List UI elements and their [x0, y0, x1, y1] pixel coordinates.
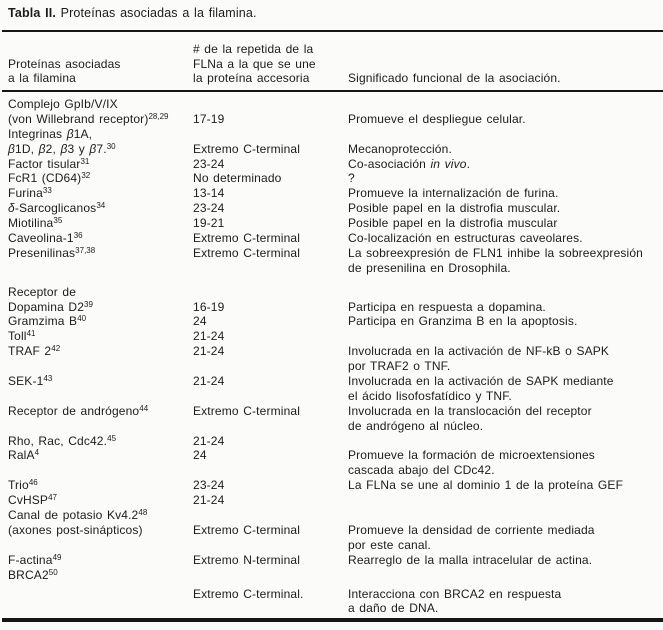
cell-protein: [0, 587, 193, 602]
cell-function: [348, 97, 663, 112]
table-row: [0, 142, 663, 157]
cell-flna-repeat: Extremo N-terminal: [193, 552, 301, 567]
cell-flna-repeat: Extremo C-terminal: [193, 141, 301, 156]
cell-function: a daño de DNA.: [348, 601, 439, 616]
cell-protein: RalA$^4$: [8, 448, 40, 463]
cell-function: Promueve la densidad de corriente mediada: [348, 522, 595, 537]
cell-flna-repeat: [193, 97, 348, 112]
cell-flna-repeat: 21-24: [193, 344, 225, 359]
table-body: [0, 97, 663, 616]
table-row: [0, 389, 663, 404]
cell-flna-repeat: 23-24: [193, 156, 225, 171]
table-row: [0, 587, 663, 602]
cell-flna-repeat: [193, 508, 348, 523]
cell-protein: CvHSP$^{47}$: [8, 493, 57, 508]
cell-function: Involucrada en la activación de NF-kB o SAPK: [348, 344, 610, 359]
cell-flna-repeat: 23-24: [193, 478, 225, 493]
cell-flna-repeat: 21-24: [193, 493, 225, 508]
cell-flna-repeat: [193, 261, 348, 276]
cell-function: Posible papel en la distrofia muscular.: [348, 201, 561, 216]
table-caption-text: Proteínas asociadas a la filamina.: [60, 6, 257, 20]
cell-protein: Rho, Rac, Cdc42.45: [8, 433, 117, 448]
table-row: [0, 112, 663, 127]
table-header: [0, 38, 663, 86]
table-row: [0, 538, 663, 553]
cell-flna-repeat: 24: [193, 448, 207, 463]
table-row: [0, 314, 663, 329]
cell-function: [348, 508, 663, 523]
cell-function: [348, 568, 663, 583]
cell-function: Participa en Granzima B en la apoptosis.: [348, 314, 578, 329]
cell-function: por TRAF2 o TNF.: [348, 359, 451, 374]
cell-flna-repeat: [193, 285, 348, 300]
cell-protein: Trio$^{46}$: [8, 478, 38, 493]
cell-function: [348, 127, 663, 142]
table-row: [0, 374, 663, 389]
cell-protein: Toll$^{41}$: [8, 329, 36, 344]
table-row: [0, 601, 663, 616]
cell-protein: F-actina$^{49}$: [8, 552, 62, 567]
table-row: [0, 201, 663, 216]
cell-function: Co-asociación in vivo.: [348, 156, 471, 171]
cell-protein: Receptor de andrógeno$^{44}$: [8, 403, 149, 418]
cell-protein: Furina$^{33}$: [8, 186, 52, 201]
table-row: [0, 329, 663, 344]
cell-protein: (von Willebrand receptor)$^{28,29}$: [8, 111, 169, 126]
cell-protein: TRAF $2^{42}$: [8, 344, 61, 359]
table-row: [0, 523, 663, 538]
cell-protein: $BRCA2^{50}$: [8, 567, 58, 582]
table-row: [0, 285, 663, 300]
cell-function: Interacciona con BRCA2 en respuesta: [348, 586, 562, 601]
cell-protein: [0, 359, 193, 374]
table-row: [0, 231, 663, 246]
cell-flna-repeat: Extremo C-terminal: [193, 245, 301, 260]
table-row: [0, 568, 663, 583]
cell-protein: [0, 389, 193, 404]
cell-protein: [0, 601, 193, 616]
header-separator-rule: [2, 90, 663, 92]
header-col-repeat: [193, 42, 348, 86]
table-row: [0, 508, 663, 523]
cell-protein: FcR1 $(CD64)^{32}$: [8, 171, 91, 186]
table-row: [0, 344, 663, 359]
header-col-function: [348, 71, 663, 86]
cell-function: por este canal.: [348, 537, 431, 552]
cell-flna-repeat: [193, 419, 348, 434]
cell-function: Mecanoprotección.: [348, 141, 452, 156]
cell-protein: Caveolina-$1^{36}$: [8, 231, 83, 246]
cell-function: La sobreexpresión de FLN1 inhibe la sobreexpresión: [348, 245, 644, 260]
table-row: [0, 553, 663, 568]
table-row: [0, 478, 663, 493]
table-row: [0, 448, 663, 463]
cell-function: La FLNa se une al dominio 1 de la proteína GEF: [348, 478, 624, 493]
top-rule: [2, 30, 663, 32]
cell-protein: Factor tisular$^{31}$: [8, 156, 90, 171]
table-row: [0, 157, 663, 172]
table-row: [0, 419, 663, 434]
table-row: [0, 261, 663, 276]
cell-function: Participa en respuesta a dopamina.: [348, 299, 546, 314]
table-row: [0, 171, 663, 186]
header-col-proteins-line1: Proteínas asociadas: [8, 56, 121, 71]
header-col-proteins-line2: a la filamina: [8, 71, 76, 86]
cell-protein: Integrinas β1A,: [8, 126, 93, 141]
cell-function: [348, 493, 663, 508]
cell-protein: Canal de potasio $Kv4.2^{48}$: [8, 508, 148, 523]
cell-flna-repeat: 19-21: [193, 216, 225, 231]
cell-flna-repeat: Extremo C-terminal: [193, 403, 301, 418]
cell-protein: Miotilina$^{35}$: [8, 216, 63, 231]
cell-protein: Complejo GpIb/V/IX: [8, 97, 118, 111]
cell-flna-repeat: 16-19: [193, 299, 225, 314]
cell-protein: δ-Sarcoglicanos$^{34}$: [8, 201, 106, 216]
table-row: [0, 493, 663, 508]
cell-function: ?: [348, 171, 355, 186]
cell-function: Rearreglo de la malla intracelular de actina.: [348, 552, 593, 567]
cell-flna-repeat: 23-24: [193, 201, 225, 216]
table-caption-label: Tabla II.: [8, 6, 56, 20]
cell-flna-repeat: Extremo C-terminal: [193, 231, 301, 246]
cell-flna-repeat: Extremo C-terminal: [193, 522, 301, 537]
cell-function: Posible papel en la distrofia muscular: [348, 216, 558, 231]
cell-function: Promueve la formación de microextensiones: [348, 448, 595, 463]
cell-flna-repeat: [193, 601, 348, 616]
header-col-repeat-line1: # de la repetida de la: [193, 42, 314, 57]
cell-protein: [0, 538, 193, 553]
table-row: [0, 127, 663, 142]
table-row: [0, 463, 663, 478]
header-col-repeat-line2: FLNa a la que se une: [193, 56, 316, 71]
table-row: [0, 246, 663, 261]
cell-flna-repeat: [193, 463, 348, 478]
cell-protein: Gramzima $B^{40}$: [8, 314, 87, 329]
cell-protein: [0, 261, 193, 276]
table-caption: [8, 6, 655, 20]
cell-flna-repeat: 21-24: [193, 433, 225, 448]
cell-flna-repeat: 21-24: [193, 329, 225, 344]
table-row: [0, 300, 663, 315]
cell-function: Involucrada en la activación de SAPK mediante: [348, 374, 614, 389]
cell-flna-repeat: Extremo C-terminal.: [193, 586, 304, 601]
cell-function: de andrógeno al núcleo.: [348, 418, 484, 433]
cell-protein: Presenilinas$^{37,38}$: [8, 245, 96, 260]
bottom-rule: [2, 618, 663, 622]
cell-flna-repeat: 24: [193, 314, 207, 329]
cell-flna-repeat: 17-19: [193, 111, 225, 126]
cell-flna-repeat: [193, 359, 348, 374]
header-col-repeat-line3: la proteína accesoria: [193, 71, 310, 86]
cell-flna-repeat: 13-14: [193, 186, 225, 201]
cell-function: Involucrada en la translocación del receptor: [348, 403, 592, 418]
cell-function: [348, 329, 663, 344]
cell-flna-repeat: [193, 389, 348, 404]
table-row: [0, 186, 663, 201]
cell-protein: [0, 419, 193, 434]
table-row: [0, 97, 663, 112]
cell-flna-repeat: [193, 127, 348, 142]
cell-protein: Dopamina $D2^{39}$: [8, 299, 93, 314]
cell-flna-repeat: No determinado: [193, 171, 282, 186]
table-row: [0, 216, 663, 231]
header-col-proteins: [0, 57, 193, 86]
cell-function: cascada abajo del CDc42.: [348, 463, 495, 478]
cell-protein: [0, 463, 193, 478]
cell-flna-repeat: 21-24: [193, 374, 225, 389]
cell-function: Promueve la internalización de furina.: [348, 186, 559, 201]
cell-protein: (axones post-sinápticos): [8, 522, 143, 537]
cell-flna-repeat: [193, 538, 348, 553]
cell-function: Promueve el despliegue celular.: [348, 111, 526, 126]
cell-flna-repeat: [193, 568, 348, 583]
cell-function: [348, 434, 663, 449]
table-row: [0, 434, 663, 449]
cell-function: [348, 285, 663, 300]
table-row: [0, 404, 663, 419]
table-row: [0, 359, 663, 374]
cell-protein: β1D, β2, β3 y β7.30: [8, 141, 116, 156]
cell-function: de presenilina en Drosophila.: [348, 260, 511, 275]
cell-function: Co-localización en estructuras caveolares.: [348, 231, 583, 246]
cell-protein: Receptor de: [8, 284, 77, 299]
cell-protein: SEK-$1^{43}$: [8, 374, 53, 389]
cell-function: el ácido lisofosfatídico y TNF.: [348, 388, 512, 403]
header-col-function-line1: Significado funcional de la asociación.: [348, 71, 561, 86]
row-spacer: [0, 276, 663, 285]
